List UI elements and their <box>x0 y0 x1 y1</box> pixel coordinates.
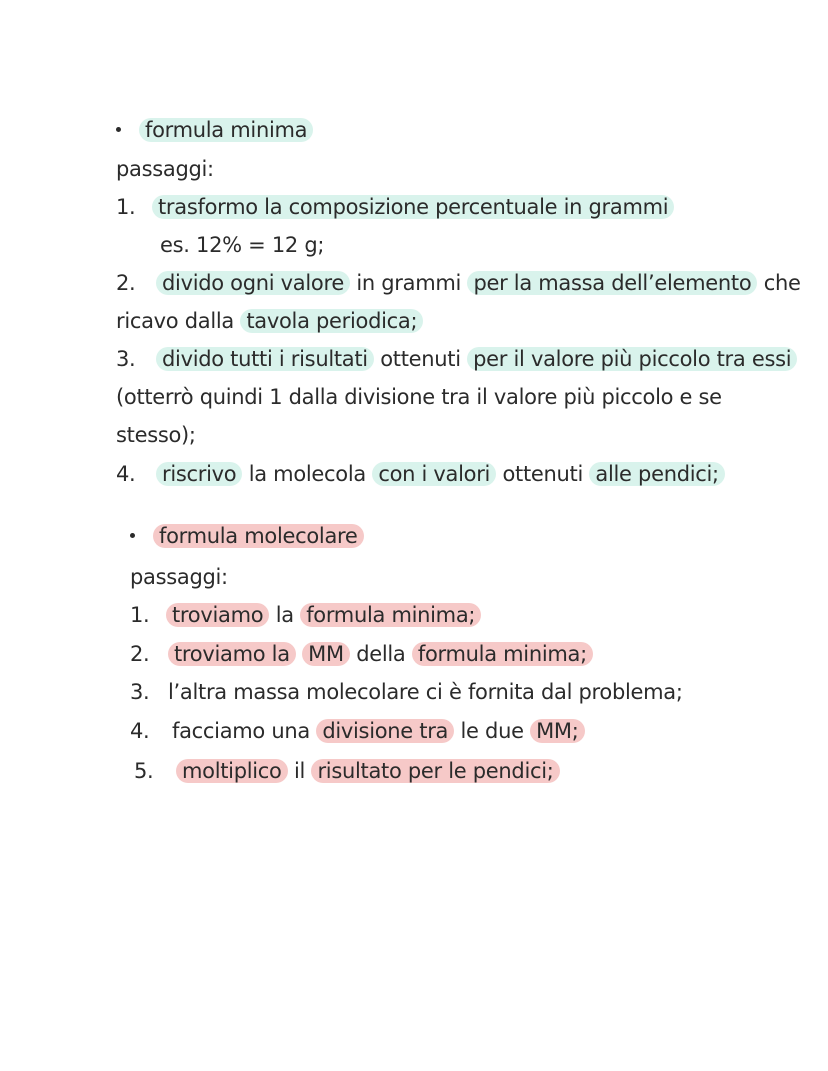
step-number: 1. <box>116 195 136 219</box>
plain-text: della <box>356 642 406 666</box>
section1-step3-line3: stesso); <box>116 423 196 447</box>
highlight: formula minima; <box>412 642 593 666</box>
section2-step2 <box>130 639 593 669</box>
section1-step3 <box>116 344 797 374</box>
step-text: l’altra massa molecolare ci è fornita dal problema; <box>168 680 683 704</box>
step-number: 4. <box>130 719 150 743</box>
plain-text: ricavo dalla <box>116 309 234 333</box>
section2-title-line <box>130 521 364 551</box>
section1-step3-line2: (otterrò quindi 1 dalla divisione tra il valore più piccolo e se <box>116 385 722 409</box>
plain-text: la molecola <box>248 462 366 486</box>
highlight: con i valori <box>372 462 496 486</box>
section1-title-line <box>116 115 313 145</box>
highlight: per la massa dell’elemento <box>467 271 757 295</box>
highlight: divido ogni valore <box>156 271 350 295</box>
section1-step2-line2 <box>116 306 423 336</box>
step-number: 4. <box>116 462 136 486</box>
step-number: 2. <box>130 642 150 666</box>
step-number: 1. <box>130 603 150 627</box>
section1-step1 <box>116 192 674 222</box>
highlight: tavola periodica; <box>240 309 423 333</box>
bullet-icon <box>130 533 135 538</box>
highlight: formula minima; <box>300 603 481 627</box>
plain-text: le due <box>460 719 524 743</box>
section2-step1 <box>130 600 481 630</box>
plain-text: ottenuti <box>380 347 461 371</box>
step-number: 5. <box>134 759 154 783</box>
step-number: 3. <box>130 680 150 704</box>
highlight: alle pendici; <box>589 462 724 486</box>
section2-step4 <box>130 716 585 746</box>
section2-step5 <box>134 756 560 786</box>
bullet-icon <box>116 127 121 132</box>
section1-title: formula minima <box>139 118 313 142</box>
plain-text: che <box>763 271 801 295</box>
highlight: moltiplico <box>176 759 288 783</box>
section2-title: formula molecolare <box>153 524 364 548</box>
highlight: divisione tra <box>316 719 454 743</box>
highlight: divido tutti i risultati <box>156 347 374 371</box>
step-number: 3. <box>116 347 136 371</box>
highlight: MM <box>302 642 350 666</box>
step-text: trasformo la composizione percentuale in grammi <box>152 195 674 219</box>
plain-text: ottenuti <box>502 462 584 486</box>
highlight: troviamo <box>166 603 269 627</box>
plain-text: il <box>294 759 306 783</box>
plain-text: in grammi <box>356 271 462 295</box>
section1-step2 <box>116 268 801 298</box>
highlight: risultato per le pendici; <box>311 759 559 783</box>
highlight: troviamo la <box>168 642 296 666</box>
section1-step4 <box>116 459 725 489</box>
section2-subtitle: passaggi: <box>130 565 228 589</box>
step-number: 2. <box>116 271 136 295</box>
section2-step3 <box>130 677 683 707</box>
highlight: per il valore più piccolo tra essi <box>467 347 797 371</box>
plain-text: facciamo una <box>172 719 310 743</box>
plain-text: la <box>275 603 294 627</box>
highlight: MM; <box>530 719 584 743</box>
highlight: riscrivo <box>156 462 242 486</box>
section1-step1-example: es. 12% = 12 g; <box>160 233 325 257</box>
section1-subtitle: passaggi: <box>116 157 214 181</box>
